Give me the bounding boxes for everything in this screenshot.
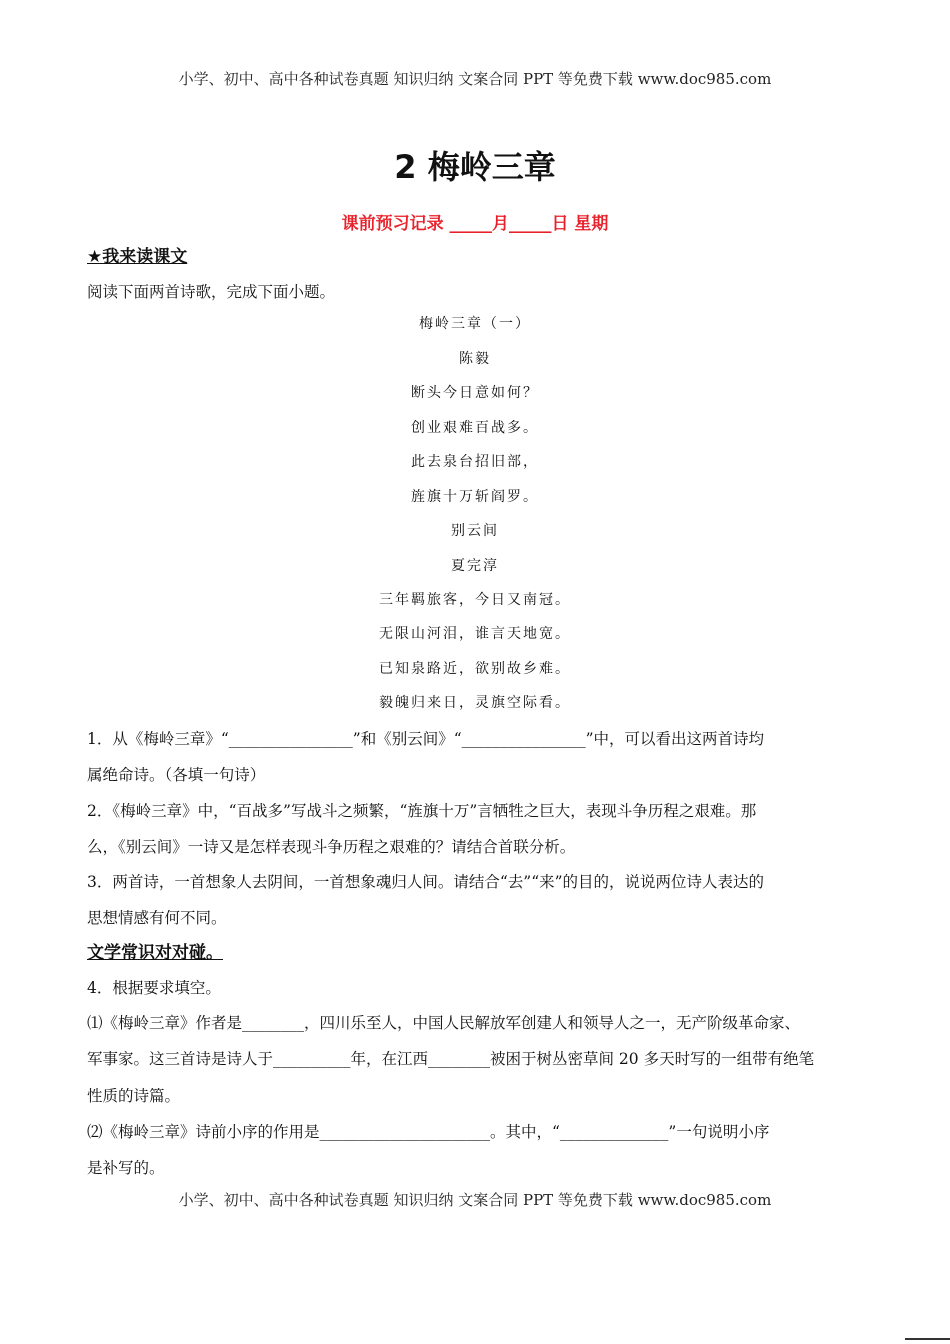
poem1-title: 梅岭三章（一） (419, 316, 531, 332)
page-title: 2 梅岭三章 (394, 148, 556, 186)
question-2: 2．《梅岭三章》中，“百战多”写战斗之频繁，“旌旗十万”言牺牲之巨大，表现斗争历程之艰难。那 (87, 802, 757, 820)
page-header: 小学、初中、高中各种试卷真题 知识归纳 文案合同 PPT 等免费下载 www.doc985.com (178, 70, 772, 88)
poem-line: 已知泉路近，欲别故乡难。 (379, 661, 571, 677)
question-3: 3．两首诗，一首想象人去阴间，一首想象魂归人间。请结合“去”“来”的目的，说说两位诗人表达的 (87, 873, 765, 891)
poem-line: 旌旗十万斩阎罗。 (411, 489, 539, 505)
poem2-author: 夏完淳 (451, 558, 499, 574)
question-2-cont: 么，《别云间》一诗又是怎样表现斗争历程之艰难的？请结合首联分析。 (87, 838, 576, 856)
question-4-part2-cont: 是补写的。 (87, 1159, 165, 1177)
poem-line: 创业艰难百战多。 (411, 420, 539, 436)
poem-line: 断头今日意如何？ (411, 385, 539, 401)
poem-line: 无限山河泪，谁言天地宽。 (379, 626, 571, 642)
section-heading-read: ★我来读课文 (87, 247, 188, 267)
preview-record-line: 课前预习记录 _____月_____日 星期 (341, 214, 609, 234)
question-4: 4．根据要求填空。 (87, 979, 221, 997)
poem2-title: 别云间 (451, 523, 499, 539)
question-1: 1．从《梅岭三章》“________________”和《别云间》“________________”中，可以看出这两首诗均 (87, 730, 765, 748)
poem-line: 毅魄归来日，灵旗空际看。 (379, 695, 571, 711)
question-4-part1-cont: 军事家。这三首诗是诗人于__________年，在江西________被困于树丛密草间 20 多天时写的一组带有绝笔 (87, 1050, 815, 1068)
question-4-part1-cont: 性质的诗篇。 (87, 1087, 181, 1105)
question-3-cont: 思想情感有何不同。 (87, 909, 227, 927)
poem-line: 三年羁旅客，今日又南冠。 (379, 592, 571, 608)
poem-line: 此去泉台招旧部， (411, 454, 539, 470)
poem1-author: 陈毅 (459, 351, 491, 367)
question-4-part2: ⑵《梅岭三章》诗前小序的作用是______________________。其中，“______________”一句说明小序 (87, 1123, 770, 1141)
section-heading-literature: 文学常识对对碰。 (87, 943, 223, 963)
question-4-part1: ⑴《梅岭三章》作者是________，四川乐至人，中国人民解放军创建人和领导人之一，无产阶级革命家、 (87, 1014, 801, 1032)
question-1-cont: 属绝命诗。（各填一句诗） (87, 766, 266, 784)
page-footer: 小学、初中、高中各种试卷真题 知识归纳 文案合同 PPT 等免费下载 www.doc985.com (178, 1191, 772, 1209)
instructions: 阅读下面两首诗歌，完成下面小题。 (87, 283, 336, 301)
page-corner-mark (905, 1338, 950, 1340)
